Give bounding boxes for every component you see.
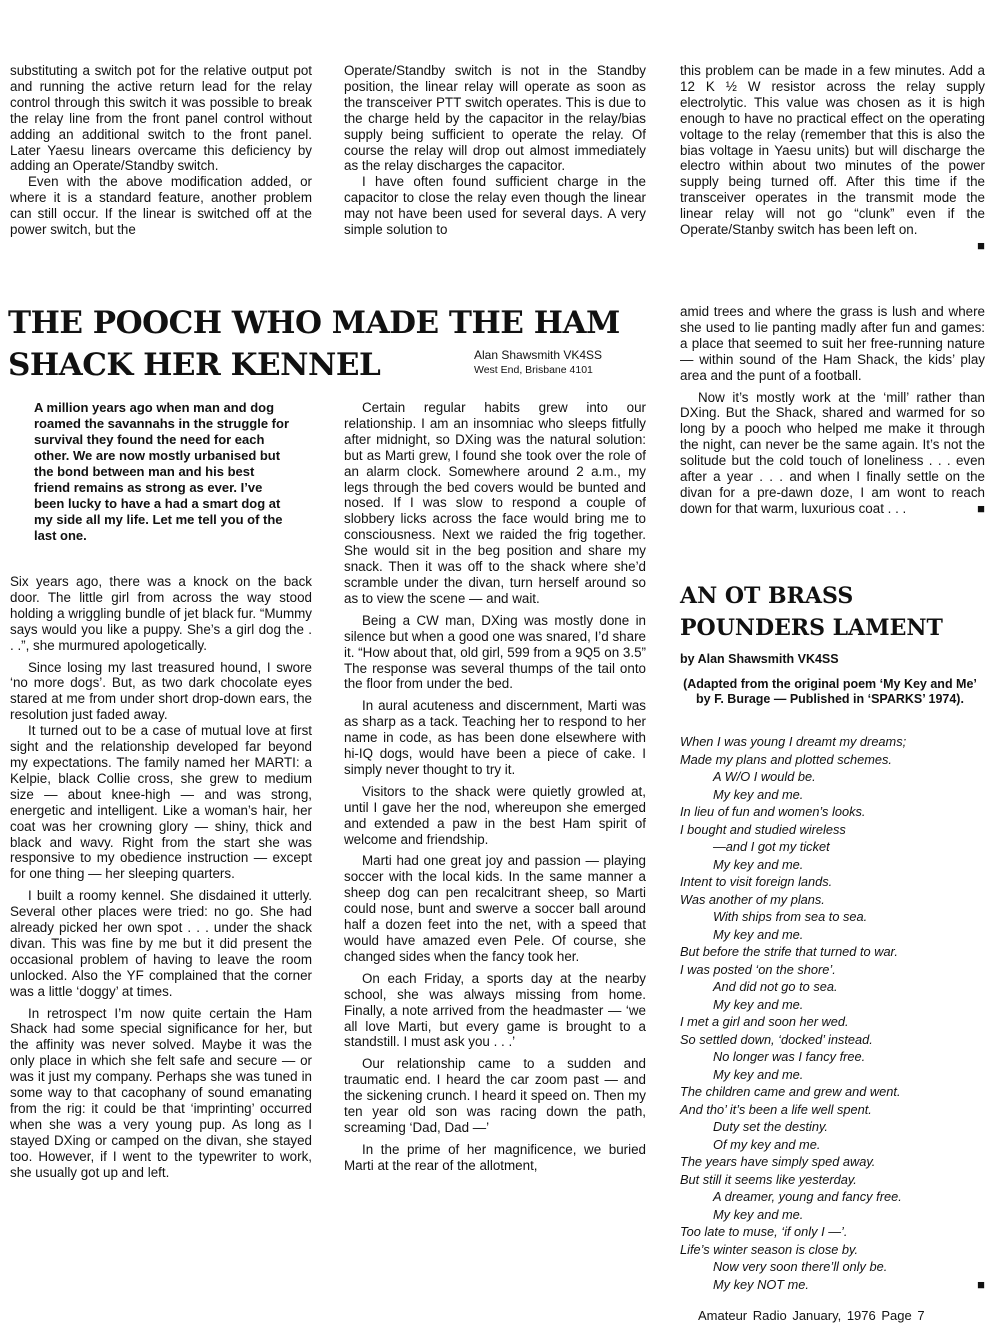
paragraph: Marti had one great joy and passion — playing soccer with the local kids. In the same manner a sheep dog can pen recalcitrant sheep, so Marti could nose, bunt and swerve a soccer ball around half a dozen feet into the net, with a speed that would have amazed even Pele. Of course, she changed sides when the fancy took her.	[344, 853, 646, 964]
paragraph: It turned out to be a case of mutual love at first sight and the relationship developed far beyond my expectations. The family named her MARTI: a Kelpie, black Collie cross, she grew to medium size — about knee-high — and was strong, energetic and intelligent. Like a woman’s hair, her coat was her crowning glory — shiny, thick and black and wavy. Right from the start she was responsive to my obedience instruction — except for one thing — her sleeping quarters.	[10, 723, 312, 882]
article-column-1	[10, 574, 312, 1181]
poem-line: And tho’ it’s been a life well spent.	[680, 1101, 872, 1117]
top-column-1	[10, 63, 312, 238]
paragraph: amid trees and where the grass is lush and where she used to lie panting madly after fun and games: a place that seemed to suit her free-running nature — within sound of the Ham Shack, the kids’ play area and the punt of a football.	[680, 304, 985, 383]
page-footer: Amateur Radio January, 1976 Page 7	[698, 1308, 925, 1323]
poem-line: I bought and studied wireless	[680, 821, 846, 837]
poem-line: Of my key and me.	[713, 1136, 821, 1152]
poem-note: (Adapted from the original poem ‘My Key and Me’ by F. Burage — Published in ‘SPARKS’ 1974).	[683, 677, 977, 706]
poem-line: My key and me.	[713, 926, 804, 942]
poem-line: A W/O I would be.	[713, 769, 816, 784]
poem-line: My key and me.	[713, 996, 804, 1012]
paragraph: Six years ago, there was a knock on the back door. The little girl from across the way stood holding a wriggling bundle of jet black fur. “Mummy says would you like a puppy. She’s a girl dog the . . .”, she murmured apologetically.	[10, 574, 312, 653]
top-column-2	[344, 63, 646, 238]
paragraph: this problem can be made in a few minutes. Add a 12 K ½ W resistor across the relay supply electrolytic. This value was chosen as it is high enough to have no practical effect on the operating voltage to the relay (remember that this is also the bias voltage in Yaesu units) but will discharge the electro within about two minutes of the power supply being turned off. After this time if the transceiver operates in the transmit mode the linear relay will not go “clunk” even if the Operate/Stanby switch has been left on.	[680, 63, 985, 238]
paragraph: I have often found sufficient charge in the capacitor to close the relay even though the linear may not have been used for several days. A very simple solution to	[344, 174, 646, 238]
poem-line: Was another of my plans.	[680, 891, 825, 907]
poem-line: Made my plans and plotted schemes.	[680, 751, 892, 767]
poem-title-line-1: AN OT BRASS	[680, 583, 854, 609]
stanza	[680, 1083, 985, 1153]
poem-line: My key and me.	[713, 856, 804, 872]
poem-line: And did not go to sea.	[713, 979, 838, 994]
paragraph: In aural acuteness and discernment, Marti was as sharp as a tack. Teaching her to respond to her name in code, as has been done elsewhere with hi-IQ dogs, would have been a piece of cake. I simply never thought to try it.	[344, 698, 646, 777]
poem-line: I was posted ‘on the shore’.	[680, 961, 836, 977]
poem-line: A dreamer, young and fancy free.	[713, 1189, 902, 1204]
stanza	[680, 943, 985, 1013]
author-name: Alan Shawsmith VK4SS	[474, 348, 603, 362]
stanza	[680, 803, 985, 873]
paragraph: I built a roomy kennel. She disdained it utterly. Several other places were tried: no go. She had already picked her own spot . . . under the shack divan. This was fine by me but it did present the occasional problem of having to leave the room unlocked. Also the YF complained that the corner was a little ‘doggy’ at times.	[10, 888, 312, 999]
poem-line: The years have simply sped away.	[680, 1154, 876, 1169]
headline-line-1: THE POOCH WHO MADE THE HAM	[8, 305, 620, 341]
poem-line: In lieu of fun and women’s looks.	[680, 804, 866, 819]
poem-line: So settled down, ‘docked’ instead.	[680, 1031, 873, 1047]
paragraph: Since losing my last treasured hound, I swore ‘no more dogs’. But, as two dark chocolate eyes stared at me from under short drop-down ears, the resolution just faded away.	[10, 659, 312, 723]
stanza	[680, 1153, 985, 1223]
paragraph: In retrospect I’m now quite certain the Ham Shack had some special significance for her, but the affinity was never solved. Maybe it was the only place in which she felt safe and secure — or was it just my company. Perhaps she was tuned in some way to that cacophany of sound emanating from the rig: it could be that ‘imprinting’ occurred when she was a very young pup. As long as I stayed DXing or camped on the divan, she stayed too. However, if I went to the typewriter to work, she usually got up and left.	[10, 1005, 312, 1180]
poem-line: My key and me.	[713, 786, 804, 802]
poem-body	[680, 733, 985, 1293]
poem-line: But before the strife that turned to war.	[680, 944, 898, 959]
poem-line: When I was young I dreamt my dreams;	[680, 734, 907, 749]
author-address: West End, Brisbane 4101	[474, 364, 593, 376]
paragraph: Even with the above modification added, or where it is a standard feature, another problem can still occur. If the linear is switched off at the power switch, but the	[10, 174, 312, 238]
poem-line: Now very soon there’ll only be.	[713, 1259, 888, 1274]
poem-line: Too late to muse, ‘if only I —’.	[680, 1224, 848, 1239]
poem-line: My key NOT me. ■	[680, 1276, 985, 1294]
poem-line: Duty set the destiny.	[713, 1119, 828, 1134]
poem-line: —and I got my ticket	[713, 839, 830, 854]
paragraph: Being a CW man, DXing was mostly done in silence but when a good one was snared, I’d share it. “How about that, old girl, 599 from a 9Q5 on 3.5” The response was several thumps of the tail onto the floor from under the bed.	[344, 612, 646, 692]
stanza	[680, 1223, 985, 1293]
poem-line: Intent to visit foreign lands.	[680, 874, 833, 889]
stanza	[680, 873, 985, 943]
article-column-2	[344, 400, 646, 1174]
article-byline	[474, 348, 602, 378]
poem-line: My key and me.	[713, 1206, 804, 1222]
poem-line: The children came and grew and went.	[680, 1084, 901, 1099]
headline-line-2: SHACK HER KENNEL	[8, 347, 381, 383]
poem-line: I met a girl and soon her wed.	[680, 1014, 849, 1029]
poem-title	[680, 580, 980, 644]
paragraph: Our relationship came to a sudden and traumatic end. I heard the car zoom past — and the sickening crunch. I heard it speed on. Then my ten year old son was racing down the path, screaming ‘Dad, Dad —’	[344, 1056, 646, 1135]
paragraph: Certain regular habits grew into our relationship. I am an insomniac who sleeps fitfully after midnight, so DXing was the natural solution: but as Marti grew, I found she took over the role of an alarm clock. Somewhere around 2 a.m., my legs through the bed covers would be bunted and nosed. If I was slow to respond a couple of slobbery licks across the face would bring me to consciousness. Next we raided the frig together. She would sit in the beg position and share my snack. Then it was off to the shack where she’d scramble under the divan, turn herself around so as to view the scene — and wait.	[344, 400, 646, 606]
top-column-3	[680, 63, 985, 254]
stanza	[680, 1013, 985, 1083]
paragraph: In the prime of her magnificence, we buried Marti at the rear of the allotment,	[344, 1141, 646, 1173]
paragraph: Now it’s mostly work at the ‘mill’ rather than DXing. But the Shack, shared and warmed for so long by a pooch who helped me make it through the night, can never be the same again. It’s not the solitude but the cold touch of loneliness . . . even after a year . . . and when I finally settle on the divan for a pre-dawn doze, I am wont to reach down for that warm, luxurious coat . . . ■	[680, 390, 985, 517]
poem-line: Life’s winter season is close by.	[680, 1241, 859, 1257]
paragraph: Operate/Standby switch is not in the Standby position, the linear relay will operate as soon as the transceiver PTT switch operates. This is due to the charge held by the capacitor in the relay/bias supply being sufficient to operate the relay. Of course the relay will drop out almost immediately as the relay discharges the capacitor.	[344, 63, 646, 174]
poem-line: But still it seems like yesterday.	[680, 1171, 857, 1187]
paragraph: Visitors to the shack were quietly growled at, until I gave her the nod, whereupon she emerged and extended a paw in the best Ham spirit of welcome and friendship.	[344, 783, 646, 847]
stanza	[680, 733, 985, 803]
article-column-3	[680, 304, 985, 517]
poem-byline: by Alan Shawsmith VK4SS	[680, 652, 839, 666]
article-intro: A million years ago when man and dog roamed the savannahs in the struggle for survival they found the need for each other. We are now mostly urbanised but the bond between man and his best friend remains as strong as ever. I’ve been lucky to have a had a smart dog at my side all my life. Let me tell you of the last one.	[34, 400, 289, 543]
poem-title-line-2: POUNDERS LAMENT	[680, 615, 943, 641]
poem-line: My key and me.	[713, 1066, 804, 1082]
poem-line: No longer was I fancy free.	[713, 1049, 866, 1064]
paragraph: substituting a switch pot for the relative output pot and running the active return lead for the relay control through this switch it was possible to break the relay line from the front panel control without adding an additional switch to the front panel. Later Yaesu linears overcame this deficiency by adding an Operate/Standby switch.	[10, 63, 312, 174]
poem-line: With ships from sea to sea.	[713, 909, 868, 924]
paragraph: On each Friday, a sports day at the nearby school, she was always missing from home. Finally, a note arrived from the headmaster — ‘we all love Marti, but every game is brought to a standstill. I must ask you . . .’	[344, 970, 646, 1050]
